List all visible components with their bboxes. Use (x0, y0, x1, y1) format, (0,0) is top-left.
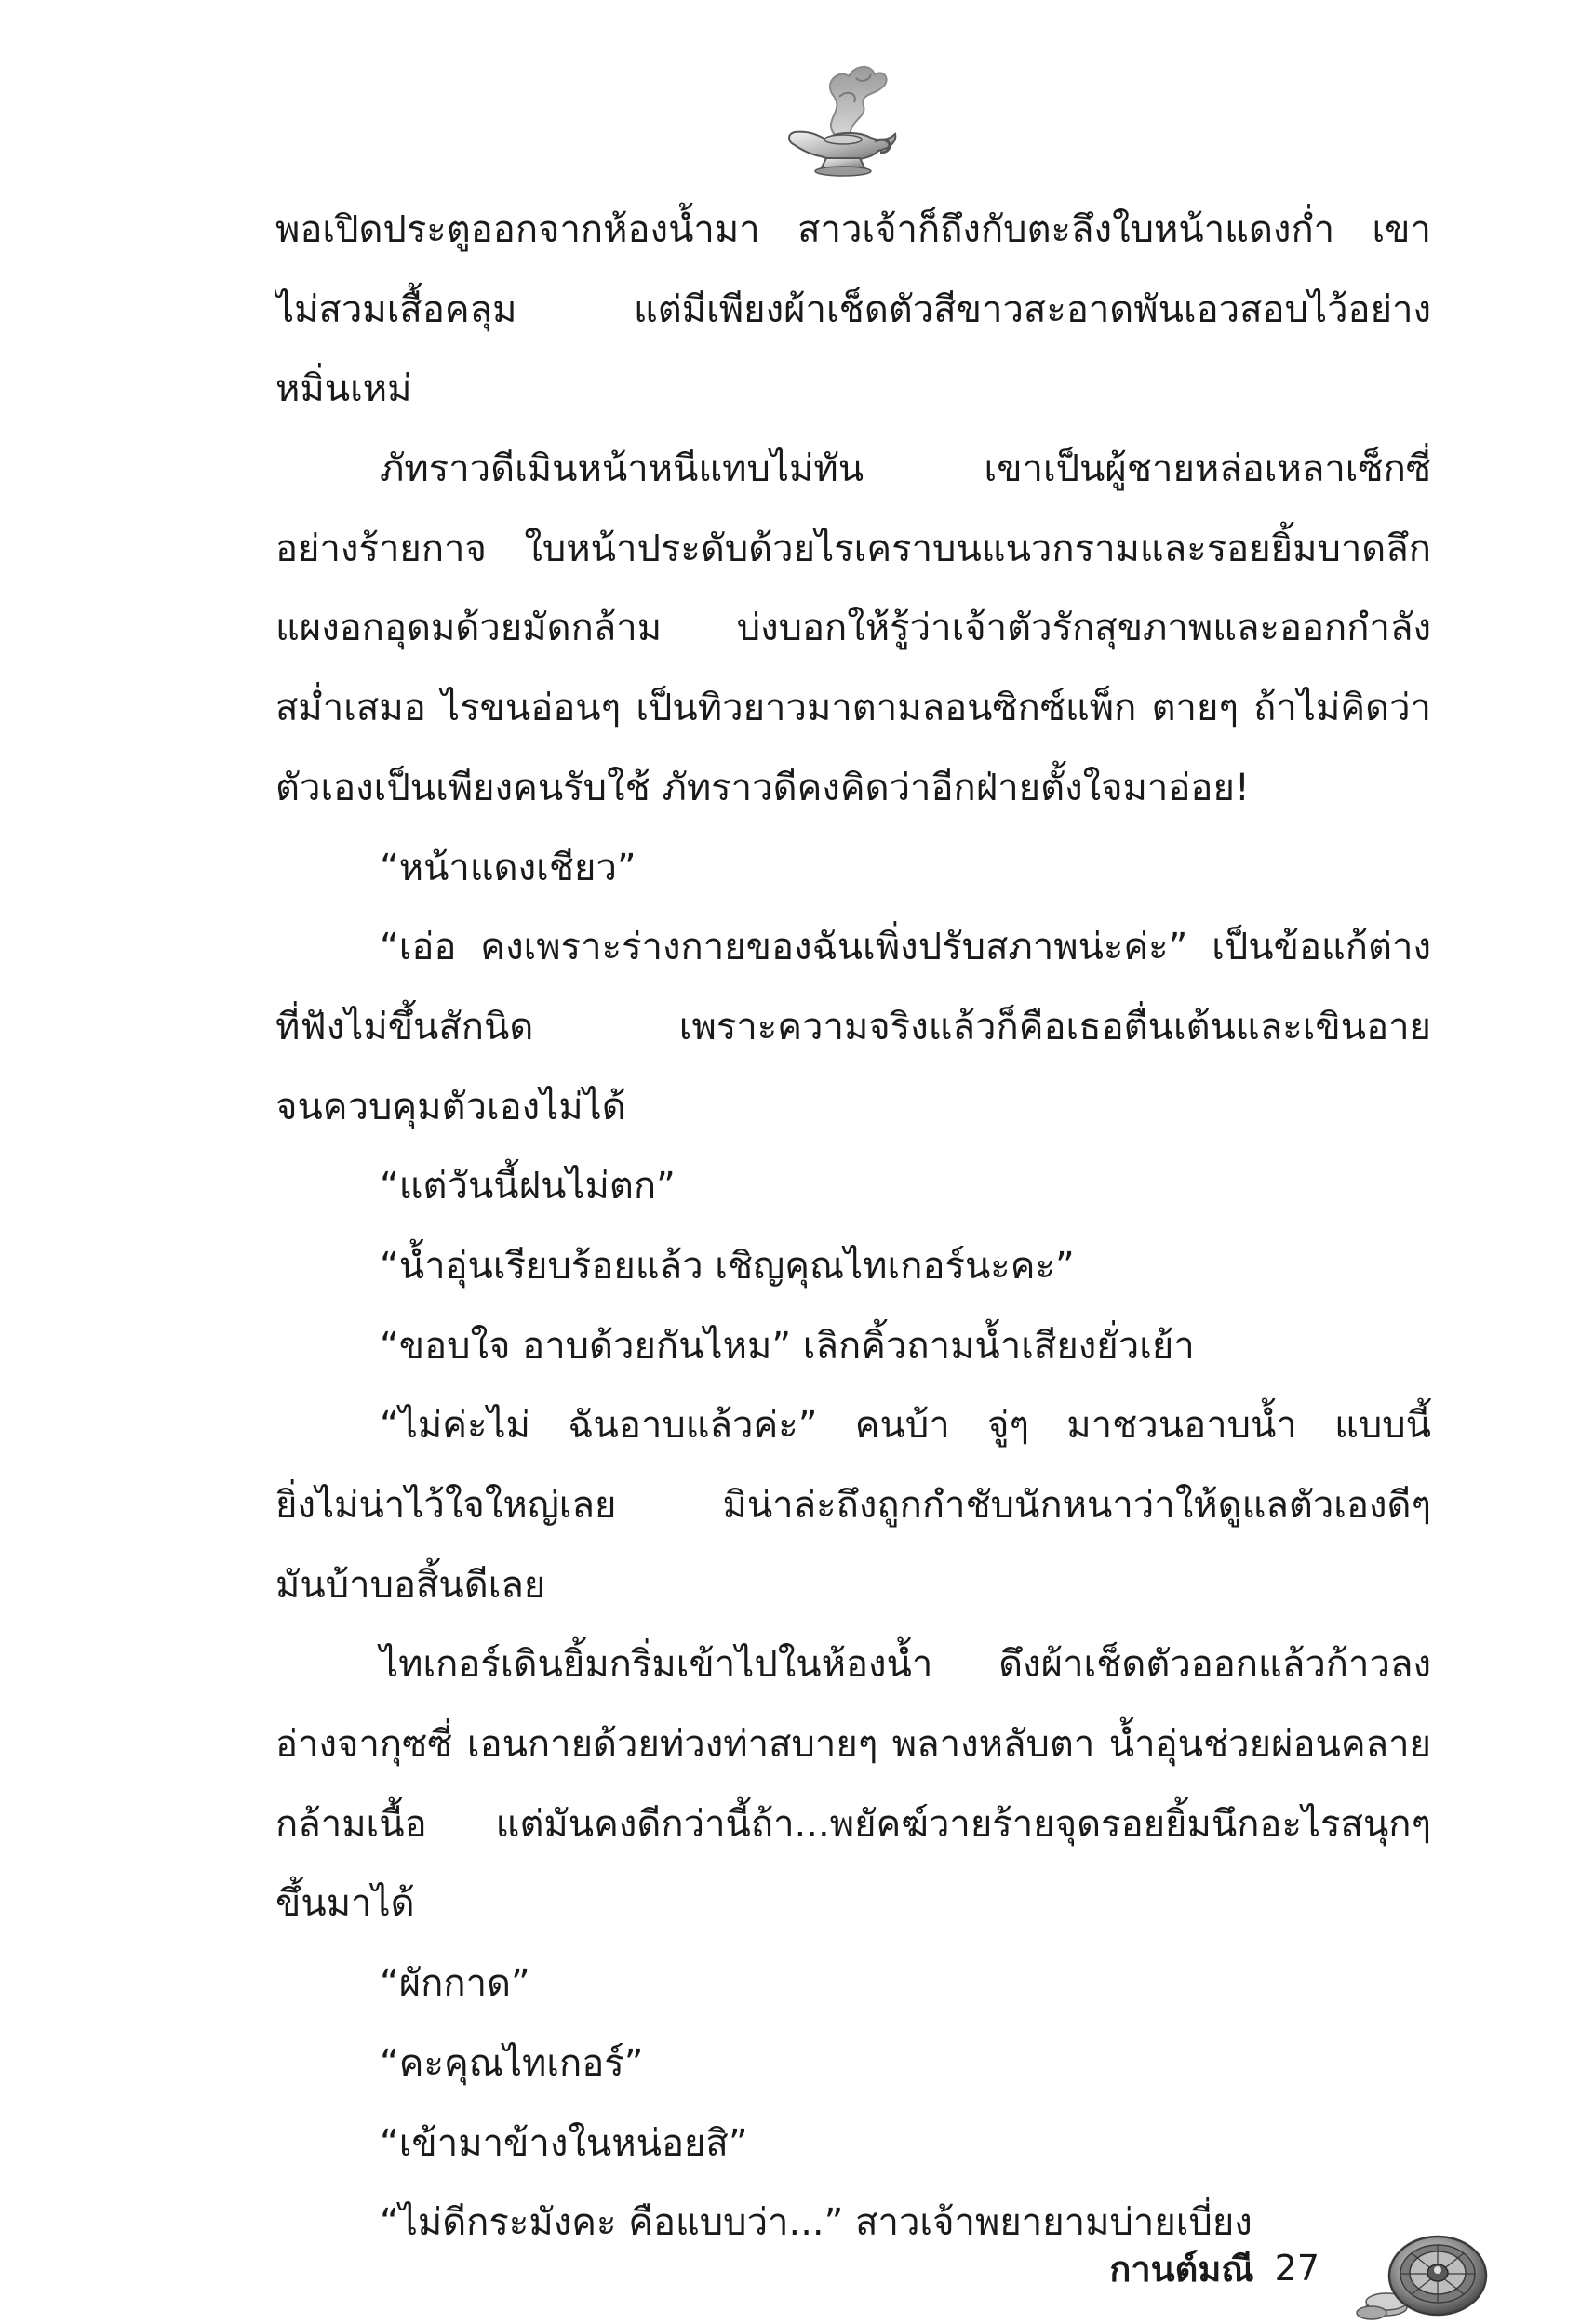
running-title: กานต์มณี (1109, 2248, 1254, 2290)
text-line: ไทเกอร์เดินยิ้มกริ่มเข้าไปในห้องน้ำ ดึงผ้าเช็ดตัวออกแล้วก้าวลง (380, 1643, 1431, 1687)
text-line: “คะคุณไทเกอร์” (380, 2041, 644, 2085)
roulette-wheel-icon (1349, 2222, 1489, 2324)
text-line: “เอ่อ คงเพราะร่างกายของฉันเพิ่งปรับสภาพน่ะค่ะ” เป็นข้อแก้ต่าง (380, 926, 1431, 969)
text-line: จนควบคุมตัวเองไม่ได้ (275, 1085, 626, 1129)
text-line: อย่างร้ายกาจ ใบหน้าประดับด้วยไรเคราบนแนวกรามและรอยยิ้มบาดลึก (275, 527, 1431, 570)
text-line: “หน้าแดงเชียว” (380, 846, 636, 889)
text-line: หมิ่นเหม่ (275, 367, 412, 411)
text-line: “น้ำอุ่นเรียบร้อยแล้ว เชิญคุณไทเกอร์นะคะ” (380, 1244, 1075, 1288)
text-line: ขึ้นมาได้ (275, 1882, 415, 1926)
page-number: 27 (1274, 2248, 1319, 2289)
text-line: “เข้ามาข้างในหน่อยสิ” (380, 2121, 748, 2165)
text-line: สม่ำเสมอ ไรขนอ่อนๆ เป็นทิวยาวมาตามลอนซิกซ์แพ็ก ตายๆ ถ้าไม่คิดว่า (275, 687, 1431, 730)
genie-lamp-icon (782, 56, 903, 181)
text-line: “ไม่ค่ะไม่ ฉันอาบแล้วค่ะ” คนบ้า จู่ๆ มาชวนอาบน้ำ แบบนี้ (380, 1404, 1431, 1448)
text-line: “แต่วันนี้ฝนไม่ตก” (380, 1165, 676, 1209)
text-line: แผงอกอุดมด้วยมัดกล้าม บ่งบอกให้รู้ว่าเจ้าตัวรักสุขภาพและออกกำลัง (275, 607, 1431, 650)
text-line: อ่างจากุซซี่ เอนกายด้วยท่วงท่าสบายๆ พลางหลับตา น้ำอุ่นช่วยผ่อนคลาย (275, 1723, 1431, 1767)
text-line: “ขอบใจ อาบด้วยกันไหม” เลิกคิ้วถามน้ำเสียงยั่วเย้า (380, 1324, 1195, 1368)
chapter-text (275, 191, 1431, 2264)
text-line: “ไม่ดีกระมังคะ คือแบบว่า...” สาวเจ้าพยายามบ่ายเบี่ยง (380, 2201, 1252, 2245)
text-line: ภัทราวดีเมินหน้าหนีแทบไม่ทัน เขาเป็นผู้ชายหล่อเหลาเซ็กซี่ (380, 447, 1431, 491)
text-line: “ผักกาด” (380, 1962, 530, 2006)
text-line: กล้ามเนื้อ แต่มันคงดีกว่านี้ถ้า...พยัคฆ์วายร้ายจุดรอยยิ้มนึกอะไรสนุกๆ (275, 1802, 1431, 1846)
text-line: ตัวเองเป็นเพียงคนรับใช้ ภัทราวดีคงคิดว่าอีกฝ่ายตั้งใจมาอ่อย! (275, 766, 1250, 809)
text-line: มันบ้าบอสิ้นดีเลย (275, 1563, 546, 1607)
text-line: พอเปิดประตูออกจากห้องน้ำมา สาวเจ้าก็ถึงกับตะลึงใบหน้าแดงก่ำ เขา (275, 208, 1431, 251)
page-footer (1109, 2231, 1319, 2305)
text-line: ยิ่งไม่น่าไว้ใจใหญ่เลย มิน่าล่ะถึงถูกกำชับนักหนาว่าให้ดูแลตัวเองดีๆ (275, 1484, 1431, 1527)
text-line: ไม่สวมเสื้อคลุม แต่มีเพียงผ้าเช็ดตัวสีขาวสะอาดพันเอวสอบไว้อย่าง (275, 287, 1431, 331)
text-line: ที่ฟังไม่ขึ้นสักนิด เพราะความจริงแล้วก็คือเธอตื่นเต้นและเขินอาย (275, 1005, 1431, 1048)
